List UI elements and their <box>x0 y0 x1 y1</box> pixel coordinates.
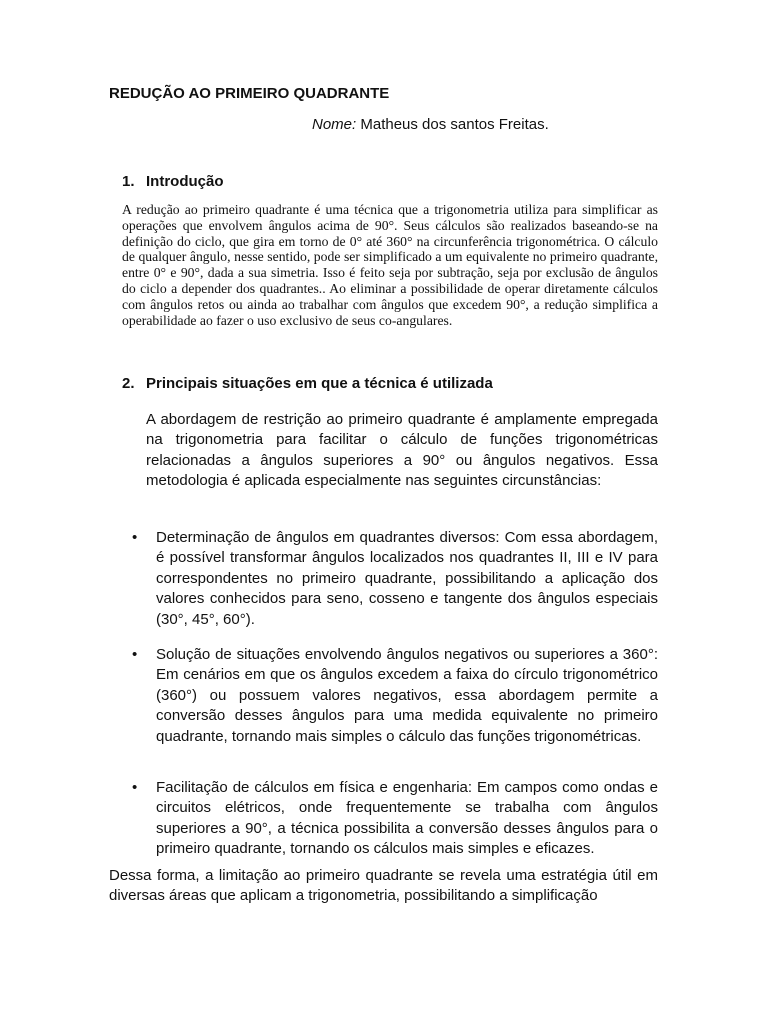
bullet-icon: • <box>132 646 138 663</box>
section-number: 2. <box>122 375 135 392</box>
author-line <box>312 115 549 135</box>
closing-paragraph: Dessa forma, a limitação ao primeiro quadrante se revela uma estratégia útil em diversas áreas que aplicam a trigonometria, possibilitando a simplificação <box>109 867 658 905</box>
list-item-text: Determinação de ângulos em quadrantes diversos: Com essa abordagem, é possível transformar ângulos localizados nos quadrantes II, III e IV para correspondentes no primeiro quadrante, possibilitando a aplicação dos valores conhecidos para seno, cosseno e tangente dos ângulos especiais (30°, 45°, 60°). <box>156 529 658 628</box>
situations-paragraph: A abordagem de restrição ao primeiro quadrante é amplamente empregada na trigonometria para facilitar o cálculo de funções trigonométricas relacionadas a ângulos superiores a 90° ou ângulos negativos. Essa metodologia é aplicada especialmente nas seguintes circunstâncias: <box>146 411 658 490</box>
intro-paragraph: A redução ao primeiro quadrante é uma técnica que a trigonometria utiliza para simplificar as operações que envolvem ângulos acima de 90°. Seus cálculos são realizados baseando-se na definição do ciclo, que gira em torno de 0° até 360° na circunferência trigonométrica. O cálculo de qualquer ângulo, nesse sentido, pode ser simplificado a um equivalente no primeiro quadrante, entre 0° e 90°, dada a sua simetria. Isso é feito seja por subtração, seja por exclusão de ângulos do ciclo a depender dos quadrantes.. Ao eliminar a possibilidade de operar diretamente cálculos com ângulos retos ou ainda ao trabalhar com ângulos que excedem 90°, a redução simplifica a operabilidade ao fazer o uso exclusivo de seus co-angulares. <box>122 202 658 328</box>
list-item-text: Facilitação de cálculos em física e engenharia: Em campos como ondas e circuitos elétricos, onde frequentemente se trabalha com ângulos superiores a 90°, a técnica possibilita a conversão desses ângulos para o primeiro quadrante, tornando os cálculos mais simples e eficazes. <box>156 779 658 858</box>
list-item <box>132 778 658 860</box>
section-heading-introducao <box>122 172 224 192</box>
bullet-icon: • <box>132 529 138 546</box>
list-item <box>132 645 658 747</box>
section-number: 1. <box>122 173 135 190</box>
list-item <box>132 528 658 630</box>
section-heading-situacoes <box>122 374 493 394</box>
section-title: Introdução <box>146 173 224 190</box>
list-item-text: Solução de situações envolvendo ângulos negativos ou superiores a 360°: Em cenários em que os ângulos excedem a faixa do círculo trigonométrico (360°) ou possuem valores negativos, essa abordagem permite a conversão desses ângulos para uma medida equivalente no primeiro quadrante, tornando mais simples o cálculo das funções trigonométricas. <box>156 646 658 745</box>
author-label: Nome: <box>312 116 357 133</box>
author-name: Matheus dos santos Freitas. <box>356 116 549 133</box>
document-title: REDUÇÃO AO PRIMEIRO QUADRANTE <box>109 85 390 102</box>
section-title: Principais situações em que a técnica é utilizada <box>146 375 493 392</box>
bullet-icon: • <box>132 779 138 796</box>
